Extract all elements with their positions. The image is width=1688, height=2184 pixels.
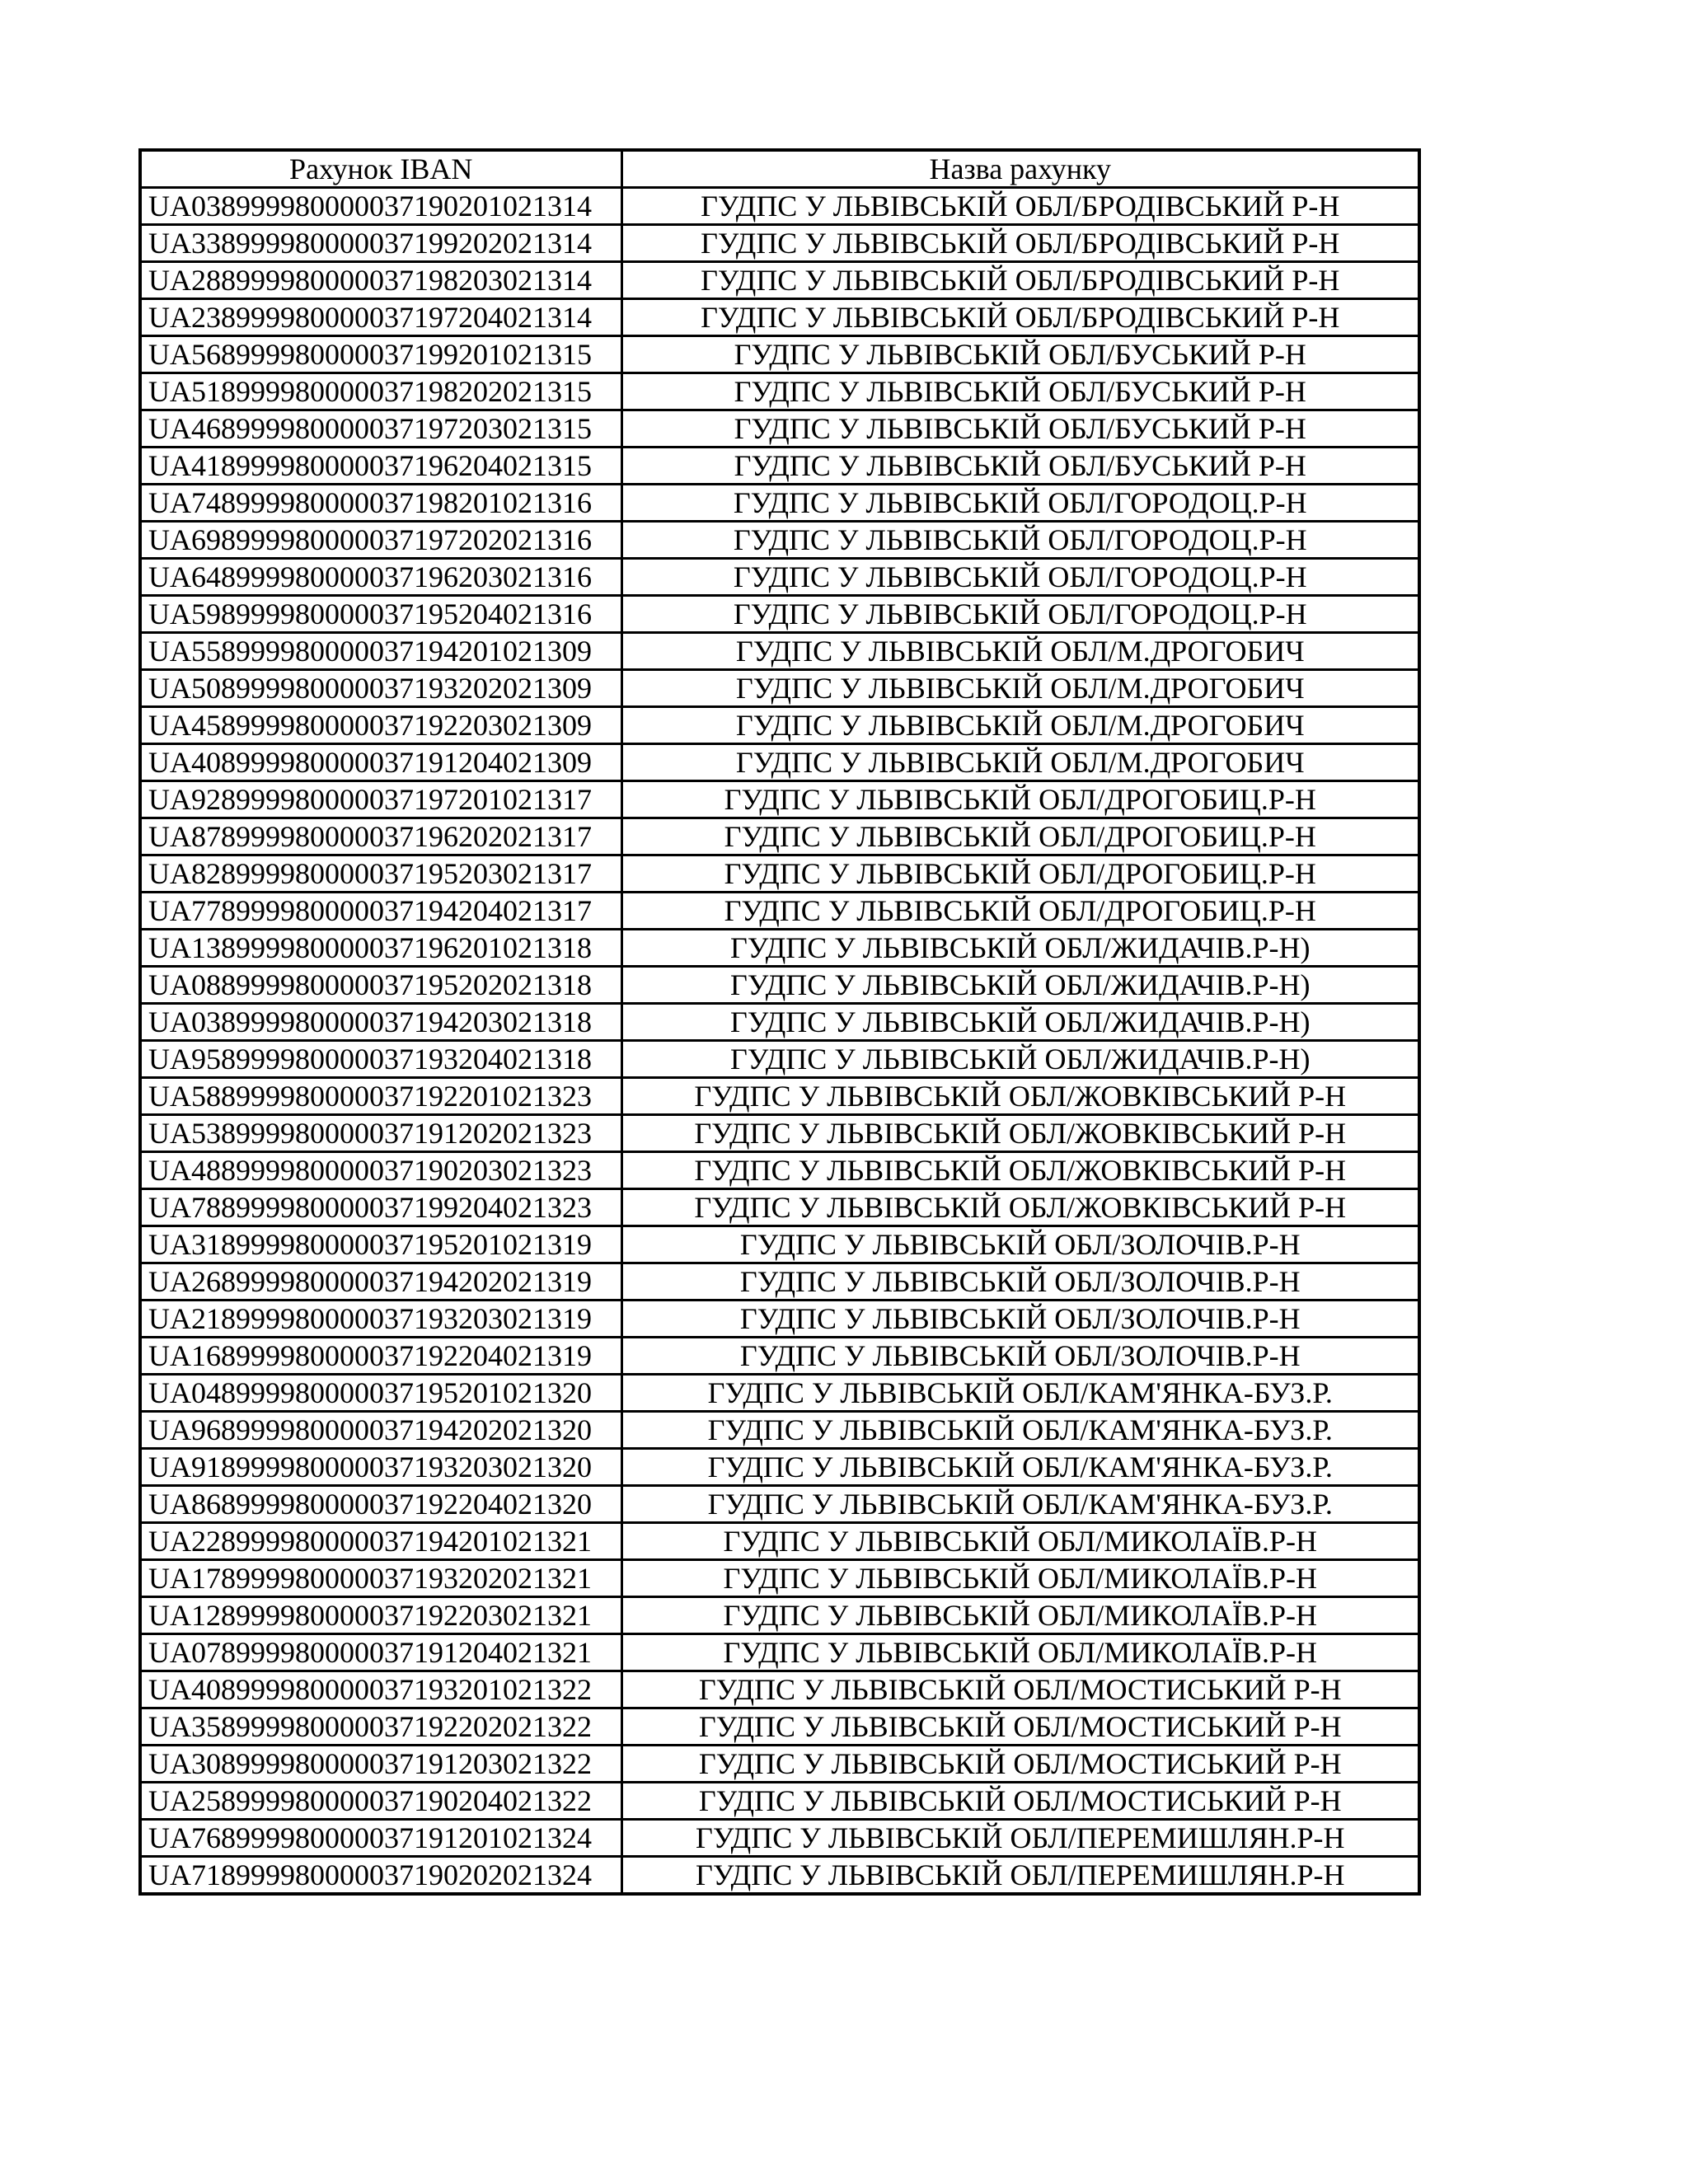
table-row xyxy=(140,336,1419,373)
iban-cell: UA828999980000037195203021317 xyxy=(140,855,621,893)
table-row xyxy=(140,1301,1419,1338)
table-row xyxy=(140,1708,1419,1746)
table-row xyxy=(140,1263,1419,1301)
iban-cell: UA268999980000037194202021319 xyxy=(140,1263,621,1301)
iban-cell: UA558999980000037194201021309 xyxy=(140,633,621,670)
account-name-cell: ГУДПС У ЛЬВІВСЬКІЙ ОБЛ/МИКОЛАЇВ.Р-Н xyxy=(621,1523,1419,1560)
iban-cell: UA338999980000037199202021314 xyxy=(140,225,621,262)
table-row xyxy=(140,967,1419,1004)
table-row xyxy=(140,1523,1419,1560)
iban-cell: UA228999980000037194201021321 xyxy=(140,1523,621,1560)
table-row xyxy=(140,855,1419,893)
iban-cell: UA358999980000037192202021322 xyxy=(140,1708,621,1746)
account-name-cell: ГУДПС У ЛЬВІВСЬКІЙ ОБЛ/ГОРОДОЦ.Р-Н xyxy=(621,522,1419,559)
iban-cell: UA718999980000037190202021324 xyxy=(140,1857,621,1895)
table-row xyxy=(140,1449,1419,1486)
iban-cell: UA698999980000037197202021316 xyxy=(140,522,621,559)
table-row xyxy=(140,1189,1419,1226)
iban-cell: UA648999980000037196203021316 xyxy=(140,559,621,596)
account-name-cell: ГУДПС У ЛЬВІВСЬКІЙ ОБЛ/БРОДІВСЬКИЙ Р-Н xyxy=(621,188,1419,225)
header-account-name: Назва рахунку xyxy=(621,150,1419,188)
account-name-cell: ГУДПС У ЛЬВІВСЬКІЙ ОБЛ/ДРОГОБИЦ.Р-Н xyxy=(621,893,1419,930)
iban-cell: UA968999980000037194202021320 xyxy=(140,1412,621,1449)
table-row xyxy=(140,930,1419,967)
account-name-cell: ГУДПС У ЛЬВІВСЬКІЙ ОБЛ/МОСТИСЬКИЙ Р-Н xyxy=(621,1708,1419,1746)
table-row xyxy=(140,596,1419,633)
iban-cell: UA308999980000037191203021322 xyxy=(140,1746,621,1783)
table-row xyxy=(140,1560,1419,1597)
table-row xyxy=(140,448,1419,485)
table-header-row xyxy=(140,150,1419,188)
account-name-cell: ГУДПС У ЛЬВІВСЬКІЙ ОБЛ/ДРОГОБИЦ.Р-Н xyxy=(621,818,1419,855)
account-name-cell: ГУДПС У ЛЬВІВСЬКІЙ ОБЛ/БРОДІВСЬКИЙ Р-Н xyxy=(621,299,1419,336)
account-name-cell: ГУДПС У ЛЬВІВСЬКІЙ ОБЛ/ЖИДАЧІВ.Р-Н) xyxy=(621,1041,1419,1078)
iban-cell: UA868999980000037192204021320 xyxy=(140,1486,621,1523)
table-row xyxy=(140,781,1419,818)
account-name-cell: ГУДПС У ЛЬВІВСЬКІЙ ОБЛ/ЖОВКІВСЬКИЙ Р-Н xyxy=(621,1189,1419,1226)
table-row xyxy=(140,1634,1419,1671)
iban-cell: UA128999980000037192203021321 xyxy=(140,1597,621,1634)
account-name-cell: ГУДПС У ЛЬВІВСЬКІЙ ОБЛ/МОСТИСЬКИЙ Р-Н xyxy=(621,1783,1419,1820)
table-row xyxy=(140,633,1419,670)
iban-cell: UA178999980000037193202021321 xyxy=(140,1560,621,1597)
table-row xyxy=(140,373,1419,410)
account-name-cell: ГУДПС У ЛЬВІВСЬКІЙ ОБЛ/М.ДРОГОБИЧ xyxy=(621,670,1419,707)
account-name-cell: ГУДПС У ЛЬВІВСЬКІЙ ОБЛ/БУСЬКИЙ Р-Н xyxy=(621,373,1419,410)
table-row xyxy=(140,559,1419,596)
table-row xyxy=(140,1115,1419,1152)
account-name-cell: ГУДПС У ЛЬВІВСЬКІЙ ОБЛ/БРОДІВСЬКИЙ Р-Н xyxy=(621,225,1419,262)
table-row xyxy=(140,522,1419,559)
table-row xyxy=(140,1152,1419,1189)
account-name-cell: ГУДПС У ЛЬВІВСЬКІЙ ОБЛ/МИКОЛАЇВ.Р-Н xyxy=(621,1634,1419,1671)
account-name-cell: ГУДПС У ЛЬВІВСЬКІЙ ОБЛ/ЖИДАЧІВ.Р-Н) xyxy=(621,1004,1419,1041)
table-row xyxy=(140,893,1419,930)
table-row xyxy=(140,1746,1419,1783)
account-name-cell: ГУДПС У ЛЬВІВСЬКІЙ ОБЛ/М.ДРОГОБИЧ xyxy=(621,707,1419,744)
table-row xyxy=(140,1857,1419,1895)
account-name-cell: ГУДПС У ЛЬВІВСЬКІЙ ОБЛ/ЖИДАЧІВ.Р-Н) xyxy=(621,930,1419,967)
account-name-cell: ГУДПС У ЛЬВІВСЬКІЙ ОБЛ/КАМ'ЯНКА-БУЗ.Р. xyxy=(621,1375,1419,1412)
account-name-cell: ГУДПС У ЛЬВІВСЬКІЙ ОБЛ/ДРОГОБИЦ.Р-Н xyxy=(621,855,1419,893)
table-row xyxy=(140,707,1419,744)
table-row xyxy=(140,1820,1419,1857)
iban-cell: UA138999980000037196201021318 xyxy=(140,930,621,967)
table-row xyxy=(140,485,1419,522)
iban-cell: UA928999980000037197201021317 xyxy=(140,781,621,818)
account-name-cell: ГУДПС У ЛЬВІВСЬКІЙ ОБЛ/БУСЬКИЙ Р-Н xyxy=(621,410,1419,448)
account-name-cell: ГУДПС У ЛЬВІВСЬКІЙ ОБЛ/ДРОГОБИЦ.Р-Н xyxy=(621,781,1419,818)
account-name-cell: ГУДПС У ЛЬВІВСЬКІЙ ОБЛ/ЗОЛОЧІВ.Р-Н xyxy=(621,1301,1419,1338)
header-iban: Рахунок IBAN xyxy=(140,150,621,188)
account-name-cell: ГУДПС У ЛЬВІВСЬКІЙ ОБЛ/М.ДРОГОБИЧ xyxy=(621,744,1419,781)
iban-cell: UA238999980000037197204021314 xyxy=(140,299,621,336)
account-name-cell: ГУДПС У ЛЬВІВСЬКІЙ ОБЛ/ЗОЛОЧІВ.Р-Н xyxy=(621,1338,1419,1375)
account-name-cell: ГУДПС У ЛЬВІВСЬКІЙ ОБЛ/МОСТИСЬКИЙ Р-Н xyxy=(621,1746,1419,1783)
iban-cell: UA258999980000037190204021322 xyxy=(140,1783,621,1820)
account-name-cell: ГУДПС У ЛЬВІВСЬКІЙ ОБЛ/БРОДІВСЬКИЙ Р-Н xyxy=(621,262,1419,299)
account-name-cell: ГУДПС У ЛЬВІВСЬКІЙ ОБЛ/ГОРОДОЦ.Р-Н xyxy=(621,485,1419,522)
iban-cell: UA038999980000037190201021314 xyxy=(140,188,621,225)
iban-cell: UA778999980000037194204021317 xyxy=(140,893,621,930)
iban-cell: UA078999980000037191204021321 xyxy=(140,1634,621,1671)
account-name-cell: ГУДПС У ЛЬВІВСЬКІЙ ОБЛ/ГОРОДОЦ.Р-Н xyxy=(621,596,1419,633)
iban-cell: UA748999980000037198201021316 xyxy=(140,485,621,522)
account-name-cell: ГУДПС У ЛЬВІВСЬКІЙ ОБЛ/КАМ'ЯНКА-БУЗ.Р. xyxy=(621,1486,1419,1523)
account-name-cell: ГУДПС У ЛЬВІВСЬКІЙ ОБЛ/ПЕРЕМИШЛЯН.Р-Н xyxy=(621,1820,1419,1857)
account-name-cell: ГУДПС У ЛЬВІВСЬКІЙ ОБЛ/ЖИДАЧІВ.Р-Н) xyxy=(621,967,1419,1004)
iban-cell: UA518999980000037198202021315 xyxy=(140,373,621,410)
iban-cell: UA918999980000037193203021320 xyxy=(140,1449,621,1486)
table-row xyxy=(140,225,1419,262)
table-row xyxy=(140,818,1419,855)
table-row xyxy=(140,1412,1419,1449)
table-row xyxy=(140,670,1419,707)
iban-cell: UA408999980000037193201021322 xyxy=(140,1671,621,1708)
account-name-cell: ГУДПС У ЛЬВІВСЬКІЙ ОБЛ/ПЕРЕМИШЛЯН.Р-Н xyxy=(621,1857,1419,1895)
table-row xyxy=(140,299,1419,336)
accounts-table xyxy=(138,148,1421,1896)
table-row xyxy=(140,1338,1419,1375)
table-row xyxy=(140,188,1419,225)
table-row xyxy=(140,1041,1419,1078)
table-row xyxy=(140,1671,1419,1708)
account-name-cell: ГУДПС У ЛЬВІВСЬКІЙ ОБЛ/ЗОЛОЧІВ.Р-Н xyxy=(621,1226,1419,1263)
iban-cell: UA768999980000037191201021324 xyxy=(140,1820,621,1857)
table-body xyxy=(140,188,1419,1895)
table-row xyxy=(140,1597,1419,1634)
table-row xyxy=(140,1078,1419,1115)
account-name-cell: ГУДПС У ЛЬВІВСЬКІЙ ОБЛ/ГОРОДОЦ.Р-Н xyxy=(621,559,1419,596)
account-name-cell: ГУДПС У ЛЬВІВСЬКІЙ ОБЛ/ЖОВКІВСЬКИЙ Р-Н xyxy=(621,1152,1419,1189)
iban-cell: UA088999980000037195202021318 xyxy=(140,967,621,1004)
account-name-cell: ГУДПС У ЛЬВІВСЬКІЙ ОБЛ/М.ДРОГОБИЧ xyxy=(621,633,1419,670)
account-name-cell: ГУДПС У ЛЬВІВСЬКІЙ ОБЛ/ЗОЛОЧІВ.Р-Н xyxy=(621,1263,1419,1301)
table-row xyxy=(140,1375,1419,1412)
iban-cell: UA038999980000037194203021318 xyxy=(140,1004,621,1041)
account-name-cell: ГУДПС У ЛЬВІВСЬКІЙ ОБЛ/КАМ'ЯНКА-БУЗ.Р. xyxy=(621,1412,1419,1449)
table-row xyxy=(140,744,1419,781)
account-name-cell: ГУДПС У ЛЬВІВСЬКІЙ ОБЛ/ЖОВКІВСЬКИЙ Р-Н xyxy=(621,1115,1419,1152)
table-row xyxy=(140,1783,1419,1820)
iban-cell: UA598999980000037195204021316 xyxy=(140,596,621,633)
account-name-cell: ГУДПС У ЛЬВІВСЬКІЙ ОБЛ/МОСТИСЬКИЙ Р-Н xyxy=(621,1671,1419,1708)
table-row xyxy=(140,1226,1419,1263)
iban-cell: UA958999980000037193204021318 xyxy=(140,1041,621,1078)
iban-cell: UA418999980000037196204021315 xyxy=(140,448,621,485)
iban-cell: UA568999980000037199201021315 xyxy=(140,336,621,373)
iban-cell: UA488999980000037190203021323 xyxy=(140,1152,621,1189)
account-name-cell: ГУДПС У ЛЬВІВСЬКІЙ ОБЛ/БУСЬКИЙ Р-Н xyxy=(621,448,1419,485)
account-name-cell: ГУДПС У ЛЬВІВСЬКІЙ ОБЛ/МИКОЛАЇВ.Р-Н xyxy=(621,1597,1419,1634)
iban-cell: UA408999980000037191204021309 xyxy=(140,744,621,781)
account-name-cell: ГУДПС У ЛЬВІВСЬКІЙ ОБЛ/БУСЬКИЙ Р-Н xyxy=(621,336,1419,373)
account-name-cell: ГУДПС У ЛЬВІВСЬКІЙ ОБЛ/КАМ'ЯНКА-БУЗ.Р. xyxy=(621,1449,1419,1486)
account-name-cell: ГУДПС У ЛЬВІВСЬКІЙ ОБЛ/ЖОВКІВСЬКИЙ Р-Н xyxy=(621,1078,1419,1115)
iban-cell: UA788999980000037199204021323 xyxy=(140,1189,621,1226)
iban-cell: UA458999980000037192203021309 xyxy=(140,707,621,744)
iban-cell: UA538999980000037191202021323 xyxy=(140,1115,621,1152)
iban-cell: UA508999980000037193202021309 xyxy=(140,670,621,707)
iban-cell: UA588999980000037192201021323 xyxy=(140,1078,621,1115)
iban-cell: UA168999980000037192204021319 xyxy=(140,1338,621,1375)
table-row xyxy=(140,410,1419,448)
iban-cell: UA318999980000037195201021319 xyxy=(140,1226,621,1263)
iban-cell: UA468999980000037197203021315 xyxy=(140,410,621,448)
table-row xyxy=(140,262,1419,299)
account-name-cell: ГУДПС У ЛЬВІВСЬКІЙ ОБЛ/МИКОЛАЇВ.Р-Н xyxy=(621,1560,1419,1597)
iban-cell: UA878999980000037196202021317 xyxy=(140,818,621,855)
iban-cell: UA048999980000037195201021320 xyxy=(140,1375,621,1412)
table-row xyxy=(140,1486,1419,1523)
iban-cell: UA218999980000037193203021319 xyxy=(140,1301,621,1338)
table-row xyxy=(140,1004,1419,1041)
iban-cell: UA288999980000037198203021314 xyxy=(140,262,621,299)
